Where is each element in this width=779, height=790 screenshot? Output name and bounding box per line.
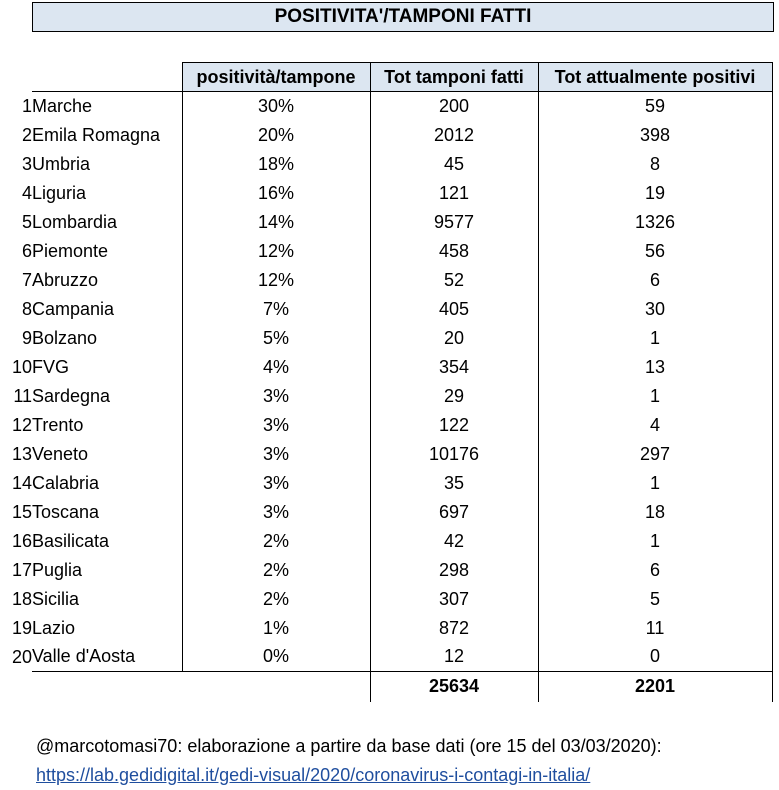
region-name: Liguria [32, 179, 182, 208]
source-link[interactable]: https://lab.gedidigital.it/gedi-visual/2020/coronavirus-i-contagi-in-italia/ [36, 765, 591, 785]
row-number: 15 [11, 501, 32, 522]
table-row [0, 585, 772, 614]
positives-value: 11 [538, 614, 772, 643]
region-name: Piemonte [32, 237, 182, 266]
source-note: @marcotomasi70: elaborazione a partire da base dati (ore 15 del 03/03/2020): [36, 736, 662, 756]
positivity-value: 2% [182, 556, 370, 585]
region-name: FVG [32, 353, 182, 382]
region-name: Sardegna [32, 382, 182, 411]
tests-value: 9577 [370, 208, 538, 237]
tests-value: 405 [370, 295, 538, 324]
tests-value: 52 [370, 266, 538, 295]
total-tests: 25634 [370, 672, 538, 702]
footer [36, 732, 662, 790]
positivity-value: 4% [182, 353, 370, 382]
positives-value: 4 [538, 411, 772, 440]
tests-value: 45 [370, 150, 538, 179]
tests-value: 10176 [370, 440, 538, 469]
positives-value: 19 [538, 179, 772, 208]
positives-value: 13 [538, 353, 772, 382]
positivity-value: 1% [182, 614, 370, 643]
positivity-value: 30% [182, 92, 370, 121]
table-row [0, 556, 772, 585]
tests-value: 2012 [370, 121, 538, 150]
tests-value: 872 [370, 614, 538, 643]
region-name: Valle d'Aosta [32, 643, 182, 672]
positivity-value: 12% [182, 237, 370, 266]
positives-value: 398 [538, 121, 772, 150]
positivity-value: 0% [182, 643, 370, 672]
positivity-value: 3% [182, 382, 370, 411]
totals-blank-num [0, 672, 32, 702]
positivity-value: 3% [182, 411, 370, 440]
header-row [0, 63, 772, 92]
table-row [0, 440, 772, 469]
row-number: 10 [11, 356, 32, 377]
tests-value: 298 [370, 556, 538, 585]
positives-value: 6 [538, 266, 772, 295]
totals-blank-region [32, 672, 182, 702]
positives-value: 59 [538, 92, 772, 121]
table-row [0, 469, 772, 498]
tests-value: 35 [370, 469, 538, 498]
positivity-value: 18% [182, 150, 370, 179]
region-name: Abruzzo [32, 266, 182, 295]
table-row [0, 614, 772, 643]
table-row [0, 527, 772, 556]
positives-value: 1326 [538, 208, 772, 237]
header-positives: Tot attualmente positivi [538, 63, 772, 92]
table-row [0, 382, 772, 411]
positives-value: 1 [538, 324, 772, 353]
row-number: 3 [21, 153, 32, 174]
table-row [0, 237, 772, 266]
row-number: 5 [21, 211, 32, 232]
tests-value: 458 [370, 237, 538, 266]
positivity-value: 7% [182, 295, 370, 324]
tests-value: 200 [370, 92, 538, 121]
region-name: Sicilia [32, 585, 182, 614]
region-name: Campania [32, 295, 182, 324]
region-name: Bolzano [32, 324, 182, 353]
positivity-value: 12% [182, 266, 370, 295]
header-positivity: positività/tampone [182, 63, 370, 92]
positivity-value: 20% [182, 121, 370, 150]
table-row [0, 266, 772, 295]
row-number: 2 [21, 124, 32, 145]
region-name: Puglia [32, 556, 182, 585]
tests-value: 354 [370, 353, 538, 382]
totals-row [0, 672, 772, 702]
table-row [0, 179, 772, 208]
row-number: 16 [11, 530, 32, 551]
row-number: 20 [11, 646, 32, 667]
tests-value: 697 [370, 498, 538, 527]
table-row [0, 295, 772, 324]
table-row [0, 150, 772, 179]
region-name: Lazio [32, 614, 182, 643]
region-name: Toscana [32, 498, 182, 527]
tests-value: 20 [370, 324, 538, 353]
row-number: 8 [21, 298, 32, 319]
row-number: 6 [21, 240, 32, 261]
region-name: Veneto [32, 440, 182, 469]
positivity-value: 14% [182, 208, 370, 237]
region-name: Emila Romagna [32, 121, 182, 150]
positives-value: 18 [538, 498, 772, 527]
tests-value: 42 [370, 527, 538, 556]
row-number: 12 [11, 414, 32, 435]
table-row [0, 643, 772, 672]
table-row [0, 208, 772, 237]
table-row [0, 353, 772, 382]
tests-value: 29 [370, 382, 538, 411]
region-name: Umbria [32, 150, 182, 179]
row-number: 13 [11, 443, 32, 464]
region-name: Lombardia [32, 208, 182, 237]
sheet-title-text: POSITIVITA'/TAMPONI FATTI [274, 6, 532, 27]
data-table [0, 62, 773, 702]
region-name: Marche [32, 92, 182, 121]
table-body [0, 92, 772, 672]
positives-value: 0 [538, 643, 772, 672]
positivity-value: 3% [182, 440, 370, 469]
table-row [0, 92, 772, 121]
region-name: Basilicata [32, 527, 182, 556]
positivity-value: 5% [182, 324, 370, 353]
sheet-title [32, 2, 774, 32]
header-blank-region [32, 63, 182, 92]
total-positives: 2201 [538, 672, 772, 702]
table-row [0, 324, 772, 353]
tests-value: 12 [370, 643, 538, 672]
positives-value: 8 [538, 150, 772, 179]
row-number: 7 [21, 269, 32, 290]
table-row [0, 121, 772, 150]
positives-value: 297 [538, 440, 772, 469]
positivity-value: 3% [182, 498, 370, 527]
tests-value: 121 [370, 179, 538, 208]
row-number: 1 [21, 95, 32, 116]
tests-value: 307 [370, 585, 538, 614]
tests-value: 122 [370, 411, 538, 440]
row-number: 19 [11, 617, 32, 638]
row-number: 11 [13, 385, 32, 406]
row-number: 4 [21, 182, 32, 203]
positivity-value: 2% [182, 585, 370, 614]
positives-value: 30 [538, 295, 772, 324]
header-blank-num [0, 63, 32, 92]
positivity-value: 16% [182, 179, 370, 208]
table-row [0, 411, 772, 440]
positives-value: 1 [538, 469, 772, 498]
header-tests: Tot tamponi fatti [370, 63, 538, 92]
positivity-value: 2% [182, 527, 370, 556]
row-number: 14 [11, 472, 32, 493]
region-name: Trento [32, 411, 182, 440]
table-row [0, 498, 772, 527]
row-number: 9 [21, 327, 32, 348]
positivity-value: 3% [182, 469, 370, 498]
positives-value: 5 [538, 585, 772, 614]
totals-blank-positivity [182, 672, 370, 702]
positives-value: 1 [538, 382, 772, 411]
row-number: 17 [11, 559, 32, 580]
region-name: Calabria [32, 469, 182, 498]
positives-value: 1 [538, 527, 772, 556]
row-number: 18 [11, 588, 32, 609]
positives-value: 56 [538, 237, 772, 266]
positives-value: 6 [538, 556, 772, 585]
